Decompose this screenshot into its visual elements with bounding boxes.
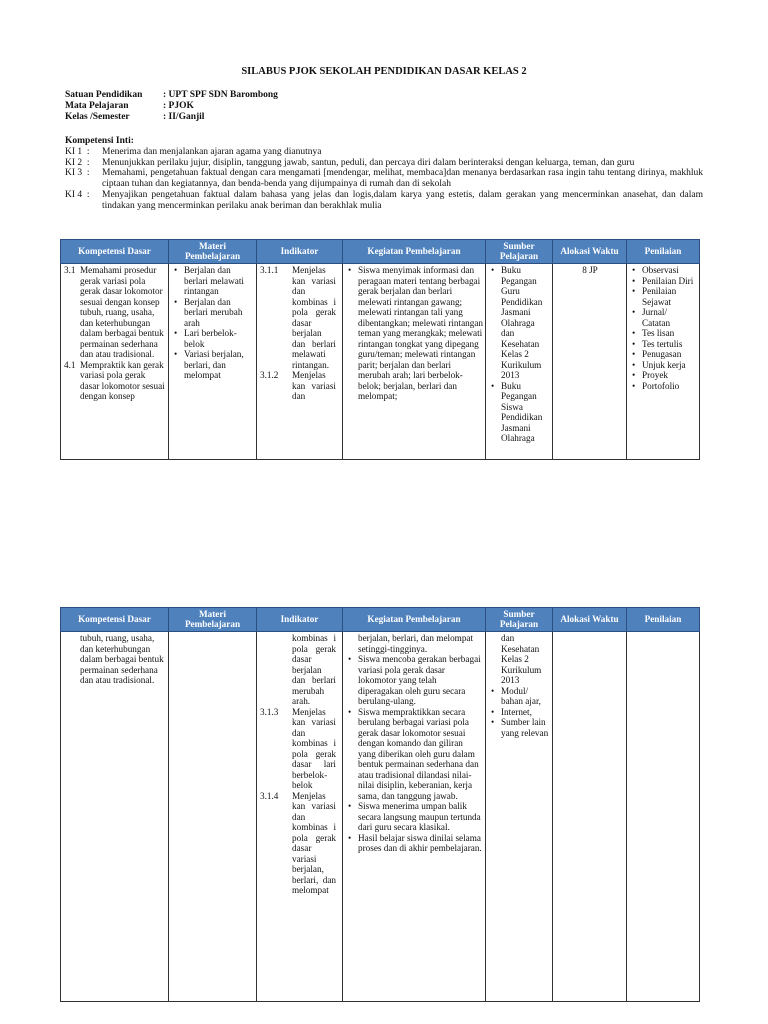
ki-code: KI 3 : — [65, 168, 90, 179]
indikator-number: 3.1.1 — [260, 265, 279, 275]
list-item: • Penugasan — [630, 349, 697, 360]
list-item: • Proyek — [630, 370, 697, 381]
list-item: • Penilaian Sejawat — [630, 286, 697, 307]
sumber-continued: dan Kesehatan Kelas 2 Kurikulum 2013 — [501, 633, 542, 685]
ki-row-2 — [65, 158, 703, 169]
syllabus-table-1 — [60, 239, 700, 460]
table-row — [61, 632, 700, 1002]
cell-kegiatan — [343, 632, 486, 1002]
ki-code: KI 4 : — [65, 189, 90, 200]
header-kegiatan: Kegiatan Pembelajaran — [343, 608, 486, 632]
indikator-item — [260, 265, 340, 370]
header-sumber: Sumber Pelajaran — [486, 240, 553, 264]
meta-row-mapel — [65, 101, 278, 112]
cell-penilaian — [627, 264, 700, 460]
meta-label: Satuan Pendidikan — [65, 90, 143, 100]
header-sumber: Sumber Pelajaran — [486, 608, 553, 632]
meta-value: : II/Ganjil — [163, 112, 205, 122]
header-alokasi: Alokasi Waktu — [553, 608, 627, 632]
kegiatan-list — [346, 654, 483, 854]
kd-text: tubuh, ruang, usaha, dan keterhubungan dalam berbagai bentuk permainan sederhana dan atau tradisional. — [80, 633, 164, 685]
meta-value: : UPT SPF SDN Barombong — [163, 90, 278, 100]
cell-indikator — [257, 632, 343, 1002]
list-item: • Modul/ bahan ajar, — [489, 686, 550, 707]
ki-text: Menerima dan menjalankan ajaran agama yang dianutnya — [102, 146, 322, 157]
kd-number: 4.1 — [64, 359, 76, 370]
header-indikator: Indikator — [257, 240, 343, 264]
ki-row-4 — [65, 190, 703, 212]
header-penilaian: Penilaian — [627, 608, 700, 632]
table-row — [61, 264, 700, 460]
list-item: • Tes tertulis — [630, 339, 697, 350]
list-item: • Siswa menyimak informasi dan peragaan materi tentang berbagai gerak berjalan dan berlari melewati rintangan gawang; melewati rintangan tali yang dibentangkan; melewati rintangan teman yang merangkak; melewati rintangan tongkat yang dipegang guru/teman; melewati rintangan parit; berjalan dan berlari merubah arah; lari berbelok-belok; berjalan, berlari dan melompat; — [346, 265, 483, 402]
cell-penilaian — [627, 632, 700, 1002]
indikator-number: 3.1.3 — [260, 706, 279, 717]
indikator-text: Menjelas kan variasi dan kombinas i pola gerak dasar berjalan dan berlari melawati rintangan. — [292, 265, 336, 370]
header-kompetensi-dasar: Kompetensi Dasar — [61, 240, 169, 264]
kd-item — [64, 265, 166, 360]
cell-sumber — [486, 264, 553, 460]
cell-alokasi: 8 JP — [553, 264, 627, 460]
kd-item — [64, 633, 166, 686]
header-penilaian: Penilaian — [627, 240, 700, 264]
cell-kegiatan — [343, 264, 486, 460]
list-item: • Berjalan dan berlari melawati rintangan — [172, 265, 254, 297]
meta-value: : PJOK — [163, 101, 194, 111]
list-item: • Sumber lain yang relevan — [489, 717, 550, 738]
cell-alokasi — [553, 632, 627, 1002]
cell-kompetensi-dasar — [61, 632, 169, 1002]
indikator-item — [260, 707, 340, 791]
table-header-row — [61, 608, 700, 632]
indikator-text: Menjelas kan variasi dan kombinas i pola gerak dasar lari berbelok-belok — [292, 706, 336, 790]
kompetensi-inti — [65, 136, 703, 212]
ki-code: KI 1 : — [65, 146, 90, 157]
kd-item — [64, 360, 166, 402]
penilaian-list — [630, 265, 697, 391]
cell-materi — [169, 264, 257, 460]
header-materi: Materi Pembelajaran — [169, 240, 257, 264]
indikator-number: 3.1.2 — [260, 370, 279, 380]
document-meta — [65, 90, 278, 123]
table-header-row — [61, 240, 700, 264]
meta-label: Kelas /Semester — [65, 112, 130, 122]
cell-materi — [169, 632, 257, 1002]
ki-heading: Kompetensi Inti: — [65, 136, 134, 146]
list-item: • Buku Pegangan Guru Pendidikan Jasmani Olahraga dan Kesehatan Kelas 2 Kurikulum 2013 — [489, 265, 550, 381]
indikator-item — [260, 370, 340, 402]
meta-label: Mata Pelajaran — [65, 101, 129, 111]
header-indikator: Indikator — [257, 608, 343, 632]
kd-number: 3.1 — [64, 265, 76, 275]
ki-text: Menyajikan pengetahuan faktual dalam bahasa yang jelas dan logis,dalam karya yang estetis, dalam gerakan yang mencerminkan anasehat, dan dalam tindakan yang mencerminkan perilaku anak beriman dan berakhlak mulia — [102, 189, 703, 211]
list-item: • Siswa menerima umpan balik secara langsung maupun tertunda dari guru secara klasikal. — [346, 801, 483, 833]
meta-row-satuan — [65, 90, 278, 101]
cell-sumber — [486, 632, 553, 1002]
list-item: • Berjalan dan berlari merubah arah — [172, 297, 254, 329]
list-item: • Tes lisan — [630, 328, 697, 339]
list-item: • Lari berbelok-belok — [172, 328, 254, 349]
ki-code: KI 2 : — [65, 157, 90, 168]
sumber-list — [489, 686, 550, 739]
cell-kompetensi-dasar — [61, 264, 169, 460]
sumber-list — [489, 265, 550, 444]
list-item: • Observasi — [630, 265, 697, 276]
list-item: • Internet, — [489, 707, 550, 718]
ki-row-3 — [65, 168, 703, 190]
list-item: • Siswa mencoba gerakan berbagai variasi pola gerak dasar lokomotor yang telah diperagakan oleh guru secara berulang-ulang. — [346, 654, 483, 707]
list-item: • Hasil belajar siswa dinilai selama proses dan di akhir pembelajaran. — [346, 833, 483, 854]
indikator-number: 3.1.4 — [260, 790, 279, 801]
indikator-item — [260, 791, 340, 896]
list-item: • Variasi berjalan, berlari, dan melompat — [172, 349, 254, 381]
list-item: • Unjuk kerja — [630, 360, 697, 371]
list-item: • Jurnal/ Catatan — [630, 307, 697, 328]
syllabus-table-2 — [60, 607, 700, 1002]
header-kegiatan: Kegiatan Pembelajaran — [343, 240, 486, 264]
ki-text: Menunjukkan perilaku jujur, disiplin, tanggung jawab, santun, peduli, dan percaya diri dalam berinteraksi dengan keluarga, teman, dan guru — [102, 157, 635, 168]
ki-text: Memahami, pengetahuan faktual dengan cara mengamati [mendengar, melihat, membaca]dan menanya berdasarkan rasa ingin tahu tentang dirinya, makhluk ciptaan tuhan dan kegiatannya, dan benda-benda yang dijumpainya di rumah dan di sekolah — [102, 168, 703, 190]
cell-indikator — [257, 264, 343, 460]
header-alokasi: Alokasi Waktu — [553, 240, 627, 264]
list-item: • Portofolio — [630, 381, 697, 392]
materi-list — [172, 265, 254, 381]
indikator-text: Menjelas kan variasi dan kombinas i pola gerak dasar variasi berjalan, berlari, dan melompat — [292, 790, 336, 895]
header-materi: Materi Pembelajaran — [169, 608, 257, 632]
indikator-item — [260, 633, 340, 707]
list-item: • Siswa mempraktikkan secara berulang berbagai variasi pola gerak dasar lokomotor sesuai dengan komando dan giliran yang diberikan oleh guru dalam bentuk permainan sederhana dan atau tradisional dilandasi nilai-nilai disiplin, keberanian, kerja sama, dan tanggung jawab. — [346, 707, 483, 802]
list-item: • Buku Pegangan Siswa Pendidikan Jasmani Olahraga — [489, 381, 550, 444]
meta-row-kelas — [65, 112, 278, 123]
indikator-text: kombinas i pola gerak dasar berjalan dan berlari merubah arah. — [292, 633, 336, 706]
kegiatan-continued: berjalan, berlari, dan melompat setinggi-tingginya. — [358, 633, 474, 654]
kd-text: Memahami prosedur gerak variasi pola gerak dasar lokomotor sesuai dengan konsep tubuh, ruang, usaha, dan keterhubungan dalam berbagai bentuk permainan sederhana dan atau tradisional. — [80, 265, 164, 359]
indikator-text: Menjelas kan variasi dan — [292, 370, 336, 401]
ki-row-1 — [65, 147, 703, 158]
list-item: • Penilaian Diri — [630, 276, 697, 287]
kegiatan-list — [346, 265, 483, 402]
page-title: SILABUS PJOK SEKOLAH PENDIDIKAN DASAR KELAS 2 — [241, 66, 527, 77]
header-kompetensi-dasar: Kompetensi Dasar — [61, 608, 169, 632]
kd-text: Mempraktik kan gerak variasi pola gerak dasar lokomotor sesuai dengan konsep — [80, 359, 165, 401]
